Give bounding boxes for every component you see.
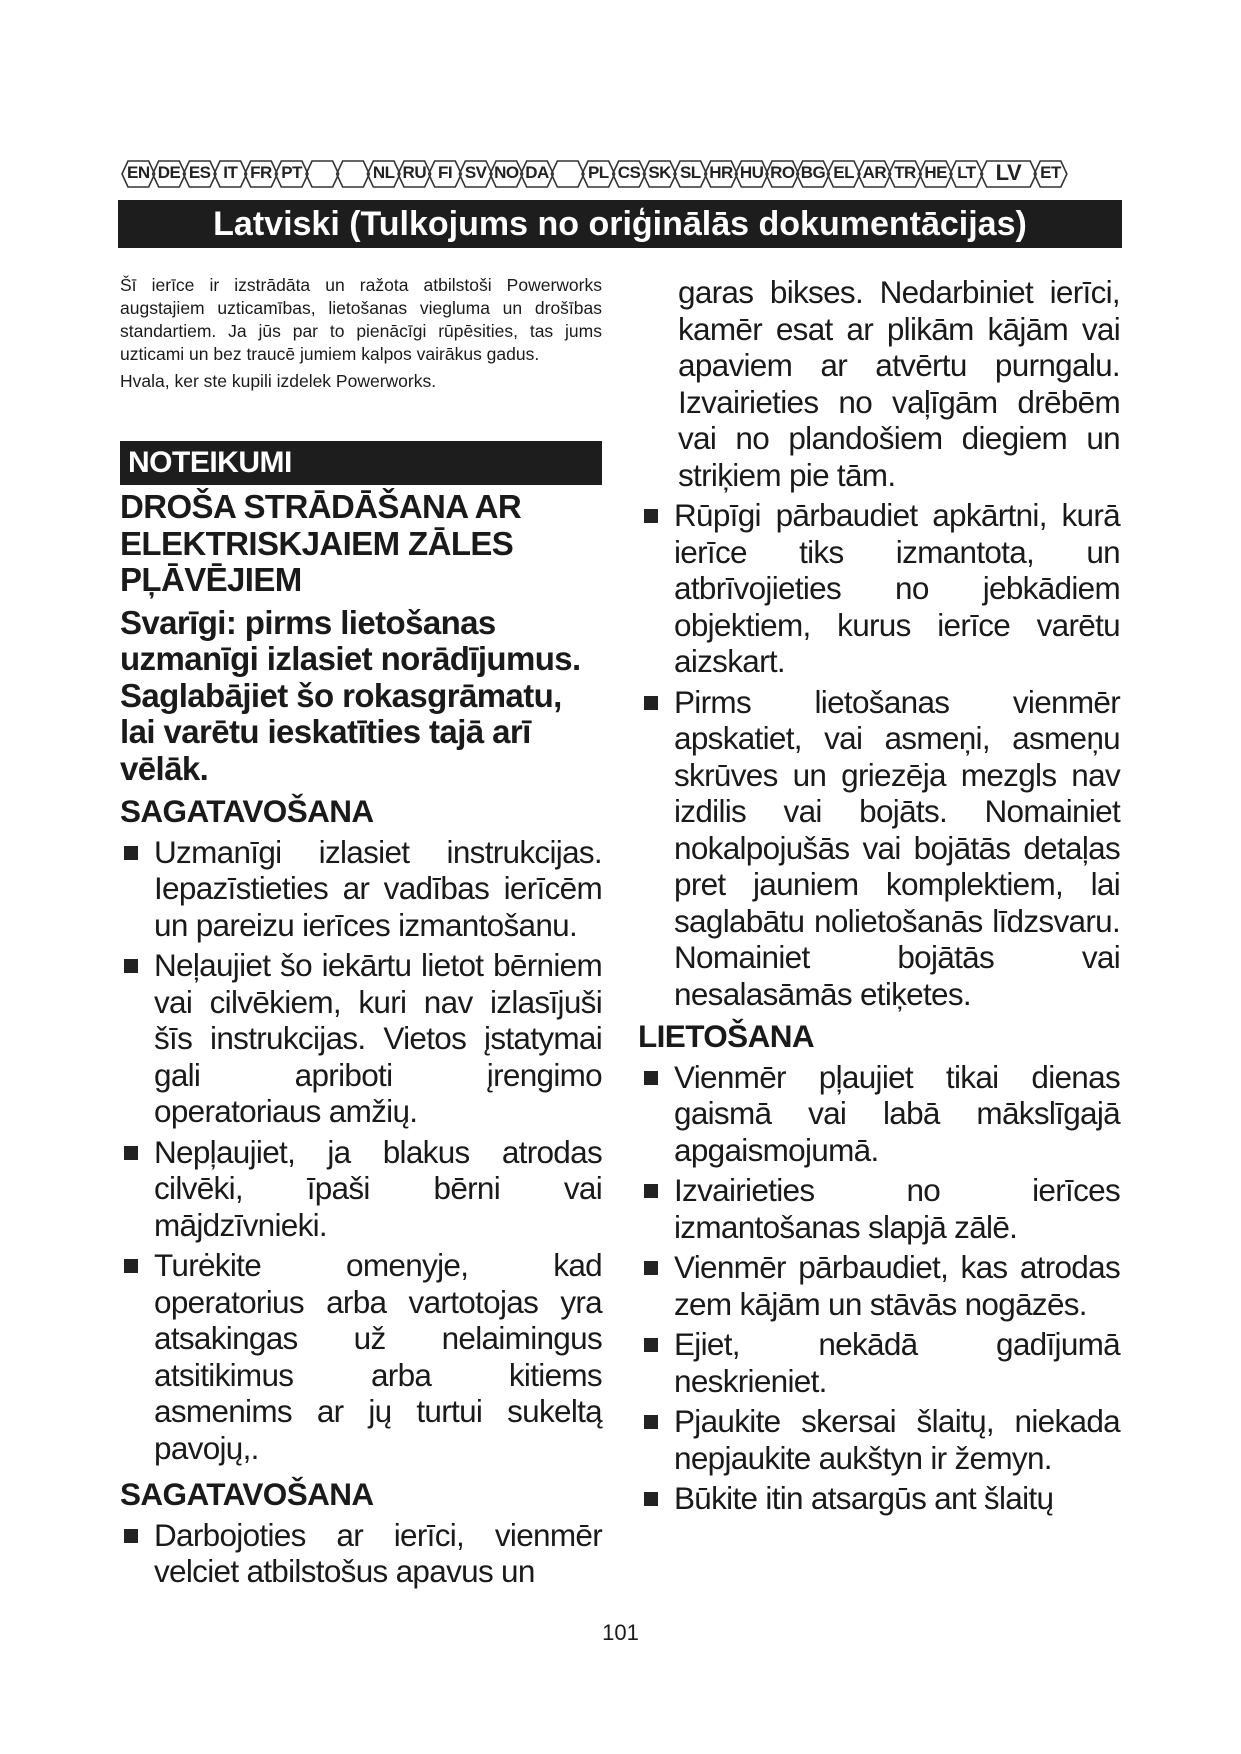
- language-tab-cs: CS: [617, 163, 641, 182]
- language-tab-el: EL: [833, 163, 855, 182]
- list-item-text: Pirms lietošanas vienmēr apskatiet, vai asmeņi, asmeņu skrūves un griezēja mezgls nav izdilis vai bojāts. Nomainiet nokalpojušās vai bojātās detaļas pret jauniem komplektiem, lai saglabātu nolietošanās līdzsvaru. Nomainiet bojātās vai nesalasāmās etiķetes.: [674, 683, 1120, 1012]
- bullet-square-icon: [124, 1146, 138, 1160]
- language-tab-sk: SK: [648, 163, 671, 182]
- list-item-text: Vienmēr pārbaudiet, kas atrodas zem kājām un stāvās nogāzēs.: [674, 1249, 1120, 1322]
- list-item: [640, 1172, 1120, 1245]
- important-note: Svarīgi: pirms lietošanas uzmanīgi izlasiet norādījumus. Saglabājiet šo rokasgrāmatu, lai varētu ieskatīties tajā arī vēlāk.: [120, 603, 581, 787]
- preparation-heading-2: SAGATAVOŠANA: [120, 1476, 374, 1512]
- bullet-square-icon: [124, 1529, 138, 1543]
- language-tab-bg: BG: [800, 163, 826, 182]
- bullet-square-icon: [644, 1415, 658, 1429]
- list-item-text: Neļaujiet šo iekārtu lietot bērniem vai cilvēkiem, kuri nav izlasījuši šīs instrukcijas. Vietos įstatymai gali apriboti įrengimo operatoriaus amžių.: [154, 947, 602, 1129]
- language-tab-fi: FI: [437, 163, 453, 182]
- list-item: [120, 1134, 602, 1244]
- list-item-text: Izvairieties no ierīces izmantošanas slapjā zālē.: [674, 1172, 1120, 1245]
- list-item-text: Pjaukite skersai šlaitų, niekada nepjaukite aukštyn ir žemyn.: [674, 1403, 1120, 1476]
- language-tab-hr: HR: [709, 163, 733, 182]
- bullet-square-icon: [124, 1259, 138, 1273]
- language-tab-pl: PL: [587, 163, 609, 182]
- bullet-square-icon: [644, 509, 658, 523]
- bullet-square-icon: [644, 1184, 658, 1198]
- left-column: [120, 274, 602, 1594]
- preparation-list-1: [120, 834, 602, 1467]
- language-tab-strip: [120, 160, 1120, 188]
- language-tab-pt: PT: [281, 163, 303, 182]
- language-tab-it: IT: [223, 163, 238, 182]
- bullet-square-icon: [644, 1338, 658, 1352]
- language-tab-no: NO: [494, 163, 519, 182]
- bullet-square-icon: [124, 959, 138, 973]
- language-tab-de: DE: [157, 163, 181, 182]
- language-tab-sv: SV: [464, 163, 487, 182]
- bullet-square-icon: [124, 846, 138, 860]
- list-item-text: Ejiet, nekādā gadījumā neskrieniet.: [674, 1326, 1120, 1399]
- bullet-square-icon: [644, 1071, 658, 1085]
- preparation-list-2: [120, 1517, 602, 1590]
- list-item: [640, 1059, 1120, 1169]
- list-item: [120, 1247, 602, 1466]
- language-tab-ar: AR: [862, 163, 887, 182]
- intro-thanks: Hvala, ker ste kupili izdelek Powerworks.: [120, 371, 437, 391]
- section-title-rules: NOTEIKUMI: [120, 441, 602, 485]
- preparation-heading-1: SAGATAVOŠANA: [120, 793, 374, 829]
- page-number: 101: [602, 1620, 639, 1645]
- list-item: [640, 1249, 1120, 1322]
- safety-heading: DROŠA STRĀDĀŠANA AR ELEKTRISKJAIEM ZĀLES PĻĀVĒJIEM: [120, 488, 522, 598]
- list-item-text: Darbojoties ar ierīci, vienmēr velciet atbilstošus apavus un: [154, 1516, 602, 1589]
- list-item: [120, 834, 602, 944]
- page-title: Latviski (Tulkojums no oriģinālās dokumentācijas): [118, 200, 1122, 248]
- list-item: [640, 1403, 1120, 1476]
- language-tab-he: HE: [924, 163, 947, 182]
- language-tab-es: ES: [188, 163, 211, 182]
- language-tab-fr: FR: [250, 163, 272, 182]
- language-tab-nl: NL: [372, 163, 395, 182]
- list-item-text: Turėkite omenyje, kad operatorius arba vartotojas yra atsakingas už nelaimingus atsitikimus arba kitiems asmenims ar jų turtui sukeltą pavojų,.: [154, 1247, 602, 1466]
- language-tab-outline: [337, 161, 370, 187]
- preparation-list-2-cont: [640, 497, 1120, 1012]
- list-item: [640, 497, 1120, 680]
- list-item-text: Rūpīgi pārbaudiet apkārtni, kurā ierīce tiks izmantota, un atbrīvojieties no jebkādiem objektiem, kurus ierīce varētu aizskart.: [674, 497, 1120, 679]
- language-tab-hu: HU: [739, 163, 764, 182]
- bullet-square-icon: [644, 1261, 658, 1275]
- language-tab-en: EN: [127, 163, 150, 182]
- language-tab-outline: [306, 161, 339, 187]
- bullet-square-icon: [644, 696, 658, 710]
- list-item: [640, 684, 1120, 1013]
- bullet-square-icon: [644, 1492, 658, 1506]
- list-item: [640, 1480, 1120, 1517]
- language-tab-tr: TR: [894, 163, 916, 182]
- language-tab-lv: LV: [995, 160, 1022, 185]
- language-tab-ru: RU: [402, 163, 427, 182]
- list-item: [120, 947, 602, 1130]
- intro-paragraph: Šī ierīce ir izstrādāta un ražota atbilstoši Powerworks augstajiem uzticamības, lietošanas viegluma un drošības standartiem. Ja jūs par to pienācīgi rūpēsities, tas jums uzticami un bez traucē jumiem kalpos vairākus gadus.: [120, 275, 602, 364]
- operation-list: [640, 1059, 1120, 1517]
- list-item-text: Būkite itin atsargūs ant šlaitų: [674, 1480, 1054, 1516]
- operation-heading: LIETOŠANA: [638, 1018, 815, 1054]
- list-item: [640, 1326, 1120, 1399]
- language-tab-et: ET: [1040, 163, 1061, 182]
- list-item: [120, 1517, 602, 1590]
- language-tab-da: DA: [525, 163, 549, 182]
- right-column: [640, 274, 1120, 1521]
- language-tab-sl: SL: [679, 163, 701, 182]
- list-item-text: Uzmanīgi izlasiet instrukcijas. Iepazīstieties ar vadības ierīcēm un pareizu ierīces izmantošanu.: [154, 833, 602, 943]
- language-tab-outline: [551, 161, 584, 187]
- list-item-continuation: garas bikses. Nedarbiniet ierīci, kamēr esat ar plikām kājām vai apaviem ar atvērtu purngalu. Izvairieties no vaļīgām drēbēm vai no plandošiem diegiem un striķiem pie tām.: [678, 274, 1120, 493]
- language-tab-ro: RO: [770, 163, 795, 182]
- list-item-text: Nepļaujiet, ja blakus atrodas cilvēki, īpaši bērni vai mājdzīvnieki.: [154, 1133, 602, 1243]
- list-item-text: Vienmēr pļaujiet tikai dienas gaismā vai labā mākslīgajā apgaismojumā.: [674, 1058, 1120, 1168]
- language-tab-lt: LT: [957, 163, 976, 182]
